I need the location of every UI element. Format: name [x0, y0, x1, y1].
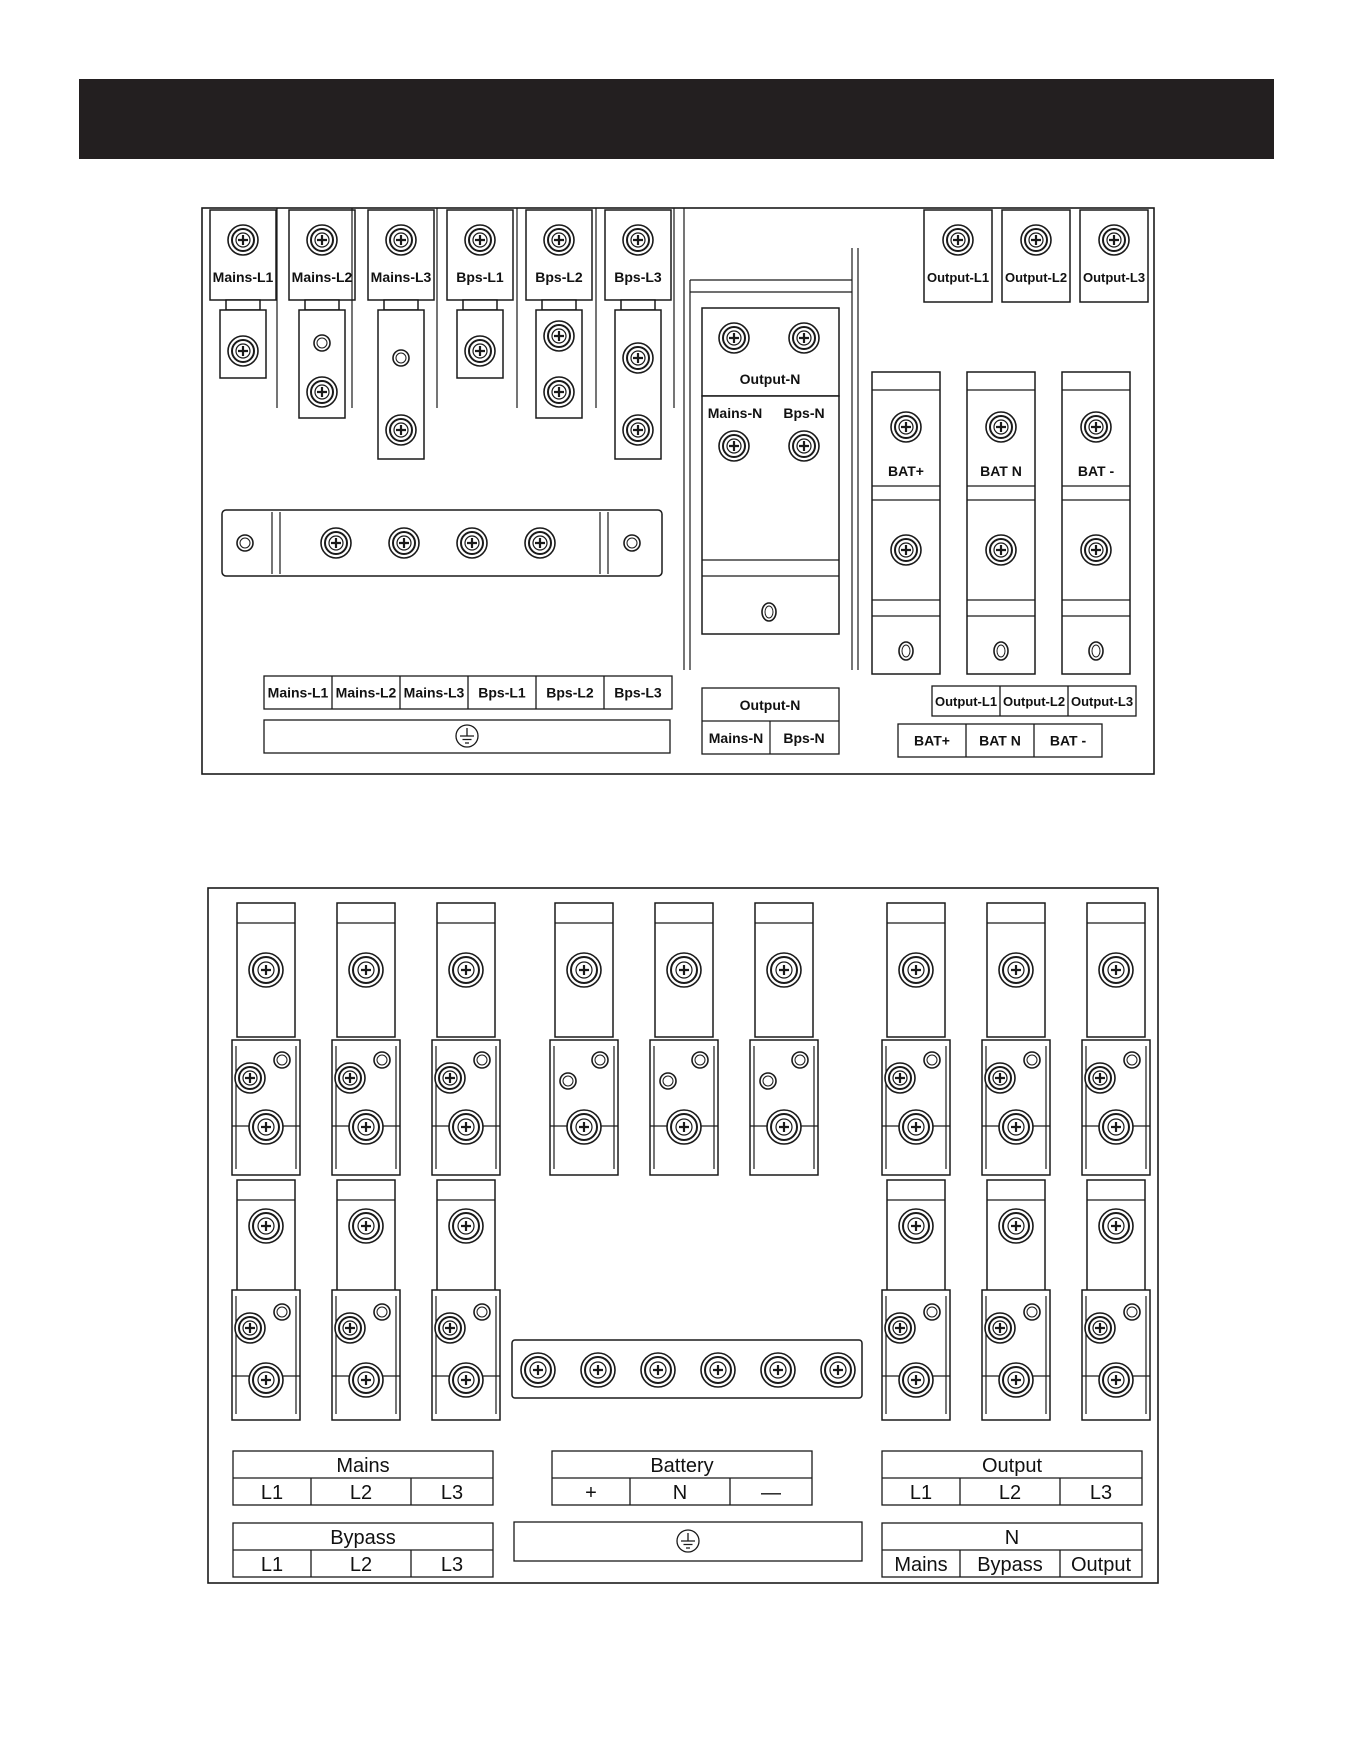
battery-terminal-label: BAT+ [888, 463, 924, 479]
bypass-legend [233, 1523, 493, 1577]
neutral-legend-title: N [1004, 1527, 1020, 1549]
output-legend-title: Output [981, 1455, 1043, 1477]
output-legend-cell: L1 [909, 1482, 933, 1504]
neutral-legend-cell: Bypass [977, 1554, 1043, 1576]
mains-n-terminal-label: Mains-N [707, 405, 763, 421]
lower-terminal-row2-1 [232, 1180, 300, 1420]
input-terminal-4 [447, 210, 513, 378]
input-legend-cell: Bps-L3 [614, 684, 662, 701]
mains-legend-title: Mains [336, 1455, 390, 1477]
input-terminal-5 [526, 210, 592, 418]
battery-legend-cell: BAT - [1049, 732, 1087, 749]
battery-terminal-3 [1062, 372, 1130, 674]
neutral-legend-cell: Mains [894, 1554, 948, 1576]
ground-busbar [222, 510, 662, 576]
battery-terminal-label: BAT - [1077, 463, 1115, 479]
output-terminal-3 [1080, 210, 1148, 302]
input-terminal-label: Mains-L1 [212, 269, 274, 285]
output-terminal-1 [924, 210, 992, 302]
battery-terminal-1 [872, 372, 940, 674]
neutral-legend [882, 1523, 1142, 1577]
lower-terminal-row2-7 [882, 1180, 950, 1420]
bps-n-terminal-label: Bps-N [783, 405, 825, 421]
neutral-legend-title: Output-N [739, 697, 801, 713]
battery-terminal-row [872, 372, 1130, 674]
battery-legend [552, 1451, 812, 1505]
battery-legend-cell: — [761, 1482, 781, 1504]
lower-ground-busbar [512, 1340, 862, 1398]
input-legend-cell: Mains-L1 [267, 684, 329, 701]
bypass-legend-cell: L1 [260, 1554, 284, 1576]
input-terminal-3 [368, 210, 434, 459]
neutral-legend-bps: Bps-N [783, 730, 825, 746]
lower-terminal-row2-9 [1082, 1180, 1150, 1420]
output-legend-cell: Output-L3 [1070, 694, 1134, 709]
output-n-terminal-label: Output-N [739, 371, 801, 387]
input-terminal-label: Bps-L2 [535, 269, 583, 285]
input-legend-cell: Bps-L2 [546, 684, 594, 701]
terminal-panel-upper [202, 208, 1154, 774]
input-terminal-label: Mains-L3 [370, 269, 432, 285]
ground-legend [264, 720, 670, 753]
input-terminal-label: Bps-L3 [614, 269, 662, 285]
battery-legend-cell: N [672, 1482, 688, 1504]
battery-legend-cell: BAT N [979, 732, 1021, 749]
output-terminal-2 [1002, 210, 1070, 302]
mains-legend-cell: L1 [260, 1482, 284, 1504]
neutral-legend-table [702, 688, 839, 754]
input-legend-cell: Bps-L1 [478, 684, 526, 701]
battery-legend-table [898, 724, 1102, 757]
lower-terminal-row2-3 [432, 1180, 500, 1420]
input-terminal-label: Bps-L1 [456, 269, 504, 285]
terminal-panel-lower [208, 888, 1158, 1583]
ground-symbol: ⏚ [467, 741, 468, 742]
mains-legend [233, 1451, 493, 1505]
output-legend-cell: Output-L2 [1002, 694, 1066, 709]
battery-legend-cell: BAT+ [914, 732, 950, 749]
battery-legend-cell: + [585, 1482, 597, 1504]
input-legend-table [264, 676, 672, 709]
input-terminal-1 [210, 210, 276, 378]
lower-ground-legend [514, 1522, 862, 1561]
output-terminal-label: Output-L1 [926, 270, 990, 285]
input-terminal-6 [605, 210, 671, 459]
input-legend-cell: Mains-L3 [403, 684, 465, 701]
neutral-legend-mains: Mains-N [708, 730, 764, 746]
battery-terminal-2 [967, 372, 1035, 674]
bypass-legend-title: Bypass [330, 1527, 396, 1549]
lower-terminal-row2-2 [332, 1180, 400, 1420]
output-legend-table [932, 686, 1136, 716]
output-terminal-label: Output-L2 [1004, 270, 1068, 285]
bypass-legend-cell: L3 [440, 1554, 464, 1576]
output-legend-cell: L3 [1089, 1482, 1113, 1504]
mains-legend-cell: L2 [349, 1482, 373, 1504]
output-terminal-row [924, 210, 1148, 302]
lower-terminal-row2-8 [982, 1180, 1050, 1420]
input-terminal-label: Mains-L2 [291, 269, 353, 285]
battery-legend-title: Battery [650, 1455, 714, 1477]
input-terminal-2 [289, 210, 355, 418]
battery-terminal-label: BAT N [980, 463, 1022, 479]
mains-legend-cell: L3 [440, 1482, 464, 1504]
output-legend-cell: L2 [998, 1482, 1022, 1504]
neutral-legend-cell: Output [1070, 1554, 1132, 1576]
input-legend-cell: Mains-L2 [335, 684, 397, 701]
lower-ground-symbol: ⏚ [688, 1545, 689, 1546]
output-legend [882, 1451, 1142, 1505]
bypass-legend-cell: L2 [349, 1554, 373, 1576]
output-legend-cell: Output-L1 [934, 694, 998, 709]
output-terminal-label: Output-L3 [1082, 270, 1146, 285]
